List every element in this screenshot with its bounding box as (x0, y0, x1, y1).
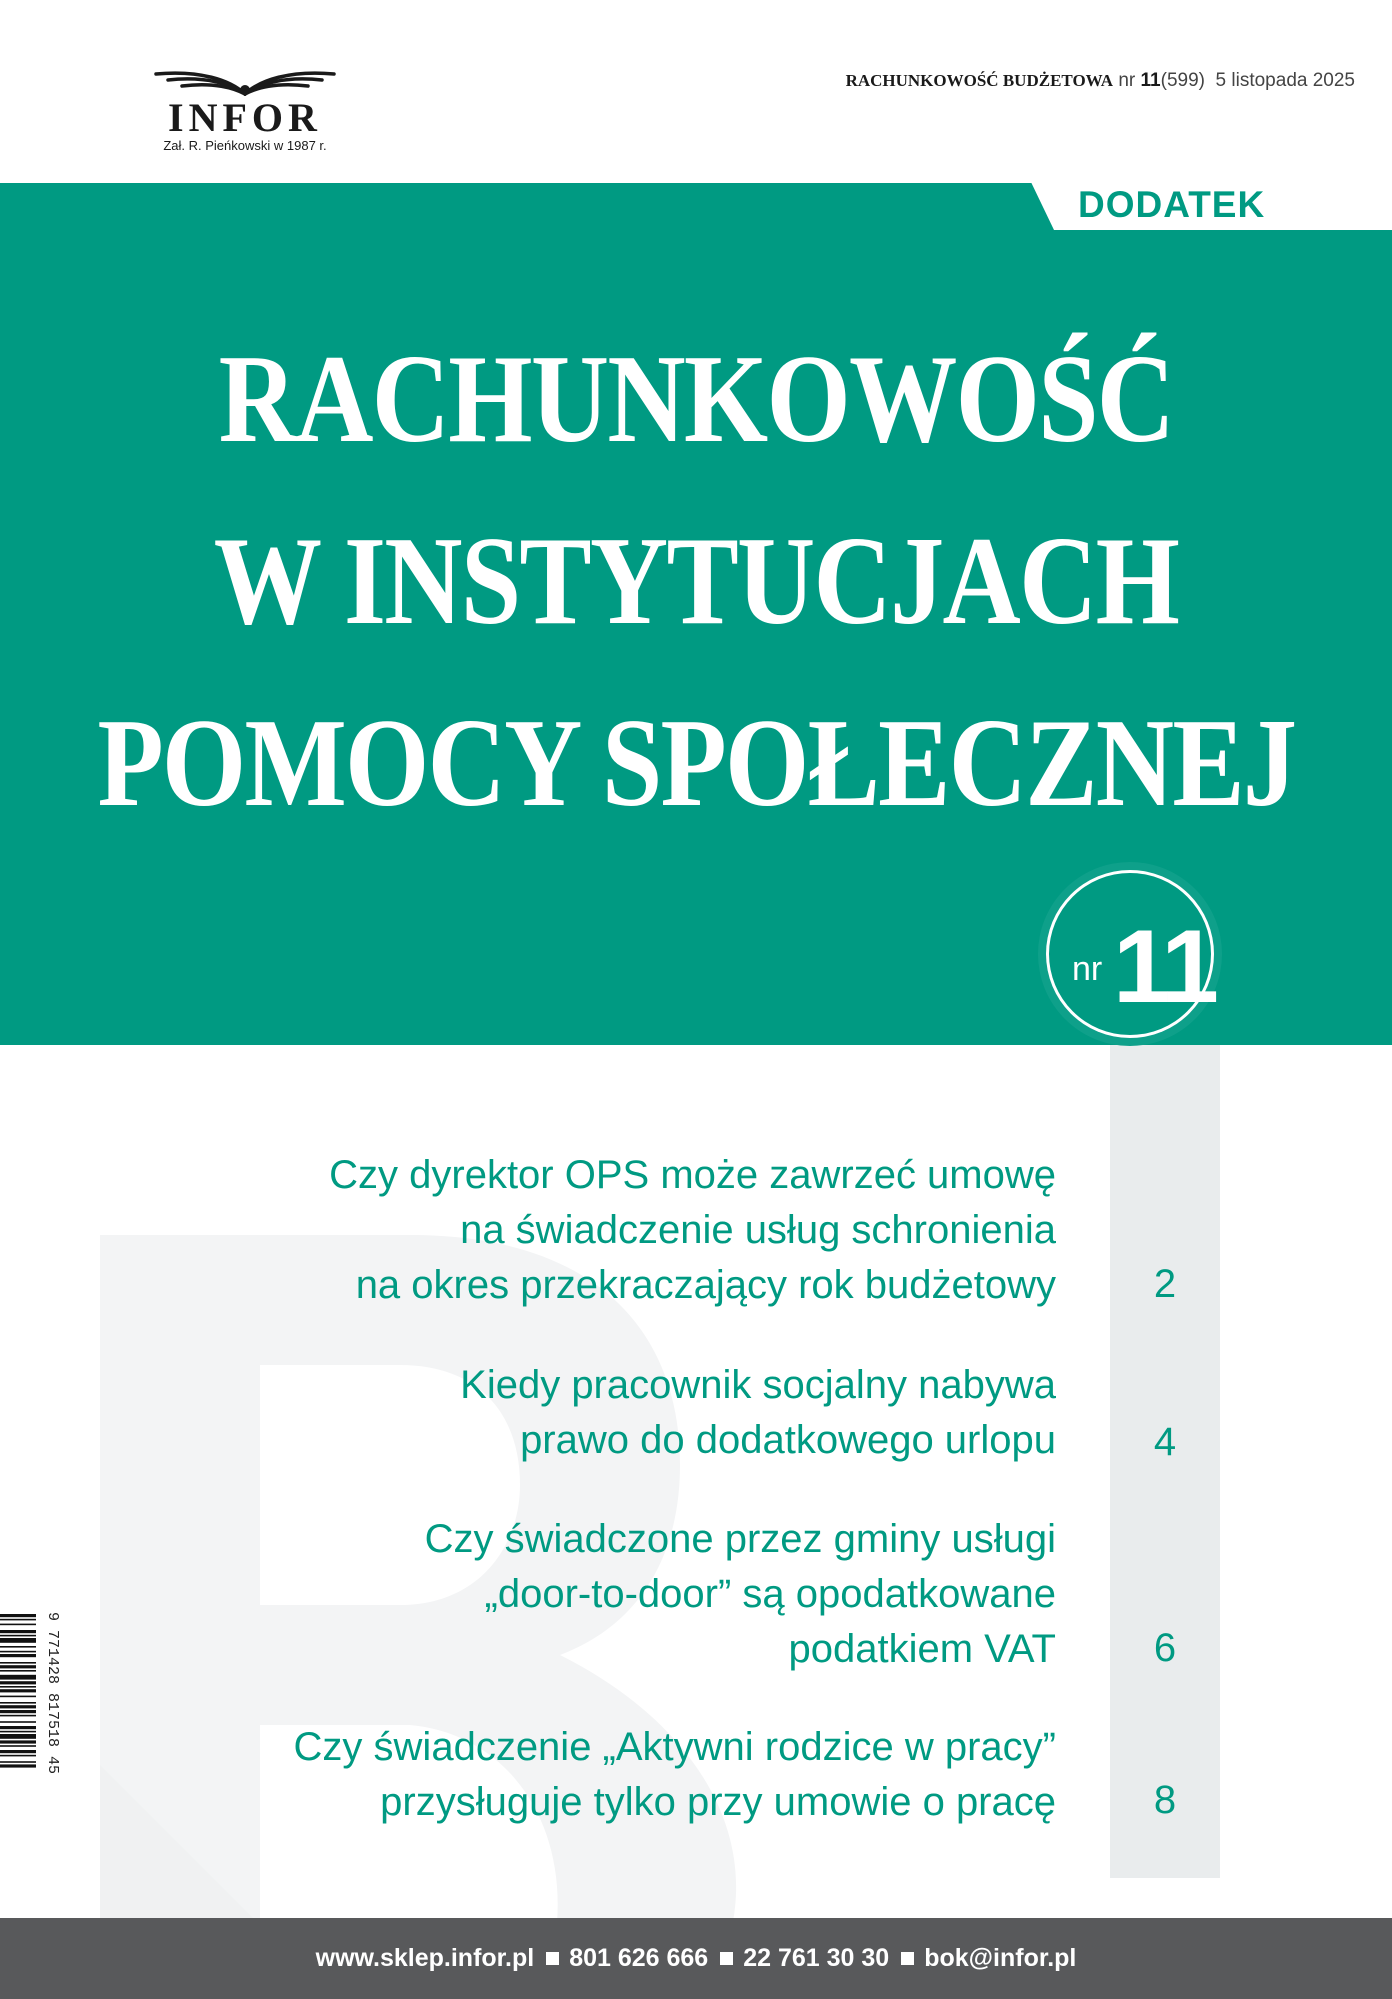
issue-number: 11 (1140, 70, 1161, 91)
barcode-stripe (0, 1745, 36, 1747)
toc-item-line: Czy dyrektor OPS może zawrzeć umowę (329, 1153, 1056, 1197)
toc-item-title[interactable] (294, 1720, 1056, 1830)
footer-phone-2[interactable]: 22 761 30 30 (743, 1944, 890, 1972)
logo-tagline: Zał. R. Pieńkowski w 1987 r. (163, 138, 327, 153)
toc-item-line: przysługuje tylko przy umowie o pracę (380, 1780, 1056, 1824)
toc-item-line: Czy świadczone przez gminy usługi (424, 1517, 1056, 1561)
barcode-stripe (0, 1651, 36, 1653)
nr-label: nr (1118, 70, 1136, 91)
toc-item-line: „door-to-door” są opodatkowane (484, 1572, 1056, 1616)
title-line-2: W INSTYTUCJACH (213, 512, 1179, 651)
barcode-stripe (0, 1702, 36, 1704)
square-bullet-icon (546, 1952, 559, 1965)
toc-item-page: 8 (1153, 1778, 1177, 1822)
barcode-stripe (0, 1710, 36, 1713)
square-bullet-icon (720, 1952, 733, 1965)
barcode-stripe (0, 1662, 36, 1664)
barcode-stripe (0, 1624, 36, 1626)
logo-brand: INFOR (168, 95, 322, 140)
barcode-stripe (0, 1689, 36, 1692)
barcode-stripe (0, 1750, 36, 1753)
barcode-stripe (0, 1675, 36, 1680)
barcode-digits: 9 771428 817518 45 (44, 1612, 61, 1775)
barcode-stripe (0, 1696, 36, 1698)
footer-website-link[interactable]: www.sklep.infor.pl (315, 1944, 535, 1972)
barcode-stripe (0, 1721, 36, 1723)
dodatek-label: DODATEK (1078, 184, 1266, 225)
toc-item-page: 6 (1153, 1626, 1177, 1670)
barcode-stripe (0, 1764, 36, 1767)
infor-logo (150, 62, 340, 154)
barcode-stripe (0, 1705, 36, 1708)
title-line-3: POMOCY SPOŁECZNEJ (97, 694, 1296, 833)
toc-item-line: na świadczenie usług schronienia (460, 1208, 1056, 1252)
barcode-stripe (0, 1740, 36, 1743)
barcode-stripe (0, 1761, 36, 1763)
footer-email-link[interactable]: bok@infor.pl (924, 1944, 1077, 1972)
publication-name: RACHUNKOWOŚĆ BUDŻETOWA (845, 71, 1114, 90)
barcode-stripe (0, 1755, 36, 1757)
issue-line (846, 70, 1355, 92)
barcode-stripe (0, 1665, 36, 1668)
title-line-1: RACHUNKOWOŚĆ (218, 330, 1174, 469)
barcode-stripe (0, 1635, 36, 1637)
barcode-stripe (0, 1731, 36, 1733)
barcode-stripe (0, 1619, 36, 1621)
toc-item-line: prawo do dodatkowego urlopu (520, 1418, 1056, 1462)
toc-item-page: 2 (1153, 1262, 1177, 1306)
barcode-stripe (0, 1715, 36, 1717)
toc-item-line: Czy świadczenie „Aktywni rodzice w pracy” (293, 1725, 1056, 1769)
square-bullet-icon (901, 1952, 914, 1965)
issue-badge-number: 11 (1113, 909, 1215, 1025)
toc-item-page: 4 (1153, 1420, 1177, 1464)
issue-date: 5 listopada 2025 (1215, 70, 1355, 91)
toc-item-line: podatkiem VAT (788, 1627, 1056, 1671)
issue-badge-label: nr (1072, 950, 1103, 988)
barcode-stripe (0, 1614, 36, 1617)
barcode-stripe (0, 1681, 36, 1684)
toc-item-title[interactable] (425, 1512, 1056, 1677)
toc-item-title[interactable] (460, 1358, 1056, 1468)
footer-contact (0, 1918, 1392, 1999)
toc-item-line: Kiedy pracownik socjalny nabywa (460, 1363, 1056, 1407)
overall-number: (599) (1160, 70, 1205, 91)
toc-item-line: na okres przekraczający rok budżetowy (355, 1263, 1056, 1307)
toc-item-title[interactable] (329, 1148, 1056, 1313)
barcode-stripe (0, 1630, 36, 1633)
barcode-stripe (0, 1686, 36, 1688)
barcode-stripe (0, 1734, 36, 1739)
barcode-stripe (0, 1638, 36, 1643)
barcode-stripe (0, 1654, 36, 1657)
barcode-stripe (0, 1646, 36, 1648)
footer-phone-1[interactable]: 801 626 666 (569, 1944, 709, 1972)
barcode-stripe (0, 1726, 36, 1729)
barcode-stripe (0, 1670, 36, 1672)
